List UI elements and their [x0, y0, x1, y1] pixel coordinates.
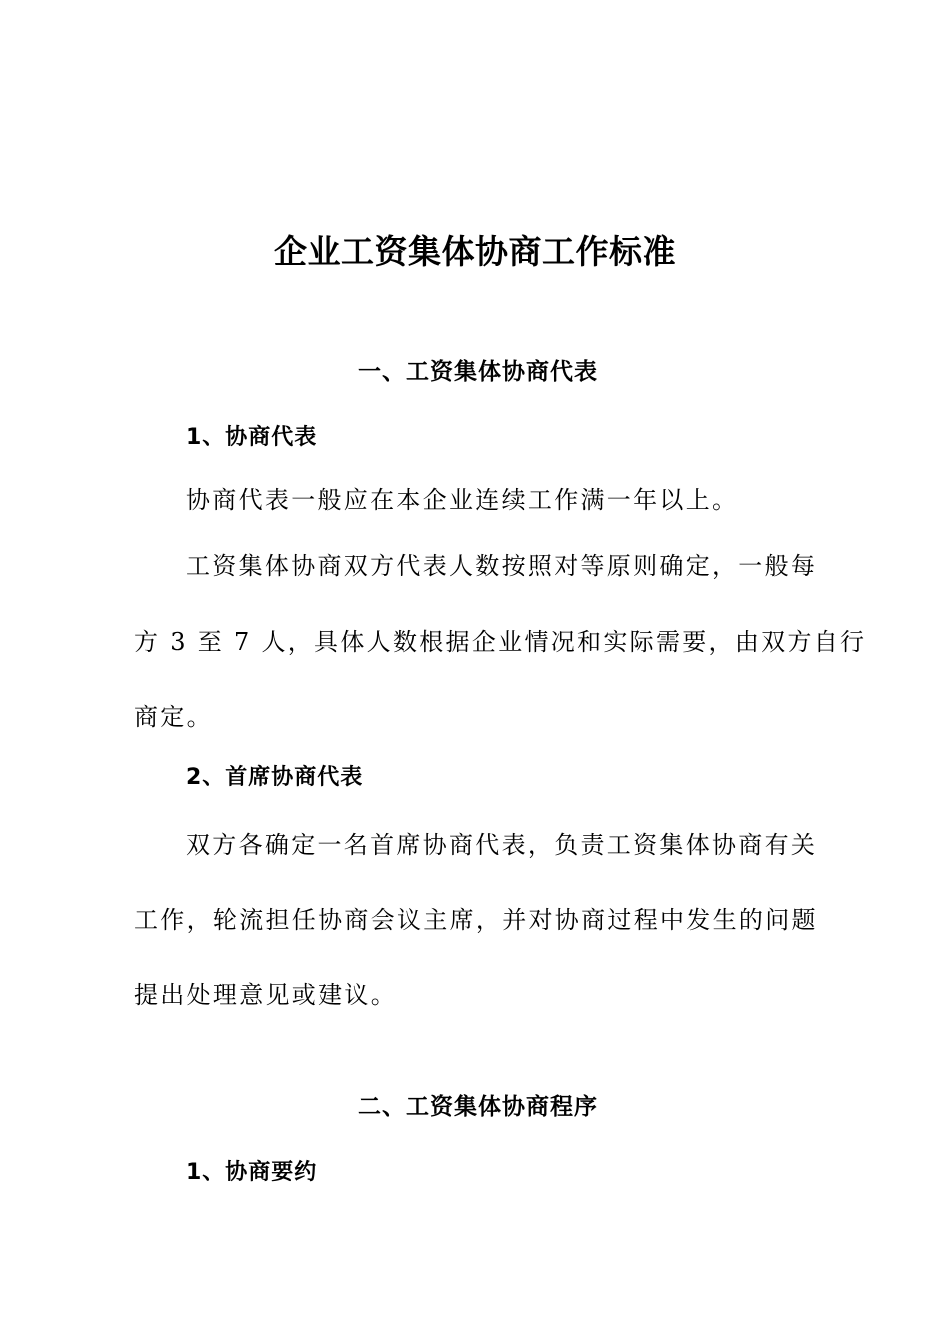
paragraph-line: 工作，轮流担任协商会议主席，并对协商过程中发生的问题 [134, 906, 818, 934]
paragraph-line: 方 3 至 7 人，具体人数根据企业情况和实际需要，由双方自行 [134, 628, 867, 656]
subheading-negotiation-invitation: 1、协商要约 [186, 1160, 318, 1185]
document-title: 企业工资集体协商工作标准 [274, 232, 676, 271]
section-heading-representatives: 一、工资集体协商代表 [358, 359, 598, 385]
paragraph-line: 商定。 [134, 703, 213, 731]
subheading-negotiation-representatives: 1、协商代表 [186, 425, 318, 450]
paragraph-representative-tenure: 协商代表一般应在本企业连续工作满一年以上。 [186, 486, 739, 514]
section-heading-procedure: 二、工资集体协商程序 [358, 1094, 598, 1120]
paragraph-line: 工资集体协商双方代表人数按照对等原则确定，一般每 [186, 552, 818, 580]
subheading-chief-representative: 2、首席协商代表 [186, 765, 364, 790]
paragraph-line: 双方各确定一名首席协商代表，负责工资集体协商有关 [186, 831, 818, 859]
paragraph-line: 提出处理意见或建议。 [134, 981, 397, 1009]
